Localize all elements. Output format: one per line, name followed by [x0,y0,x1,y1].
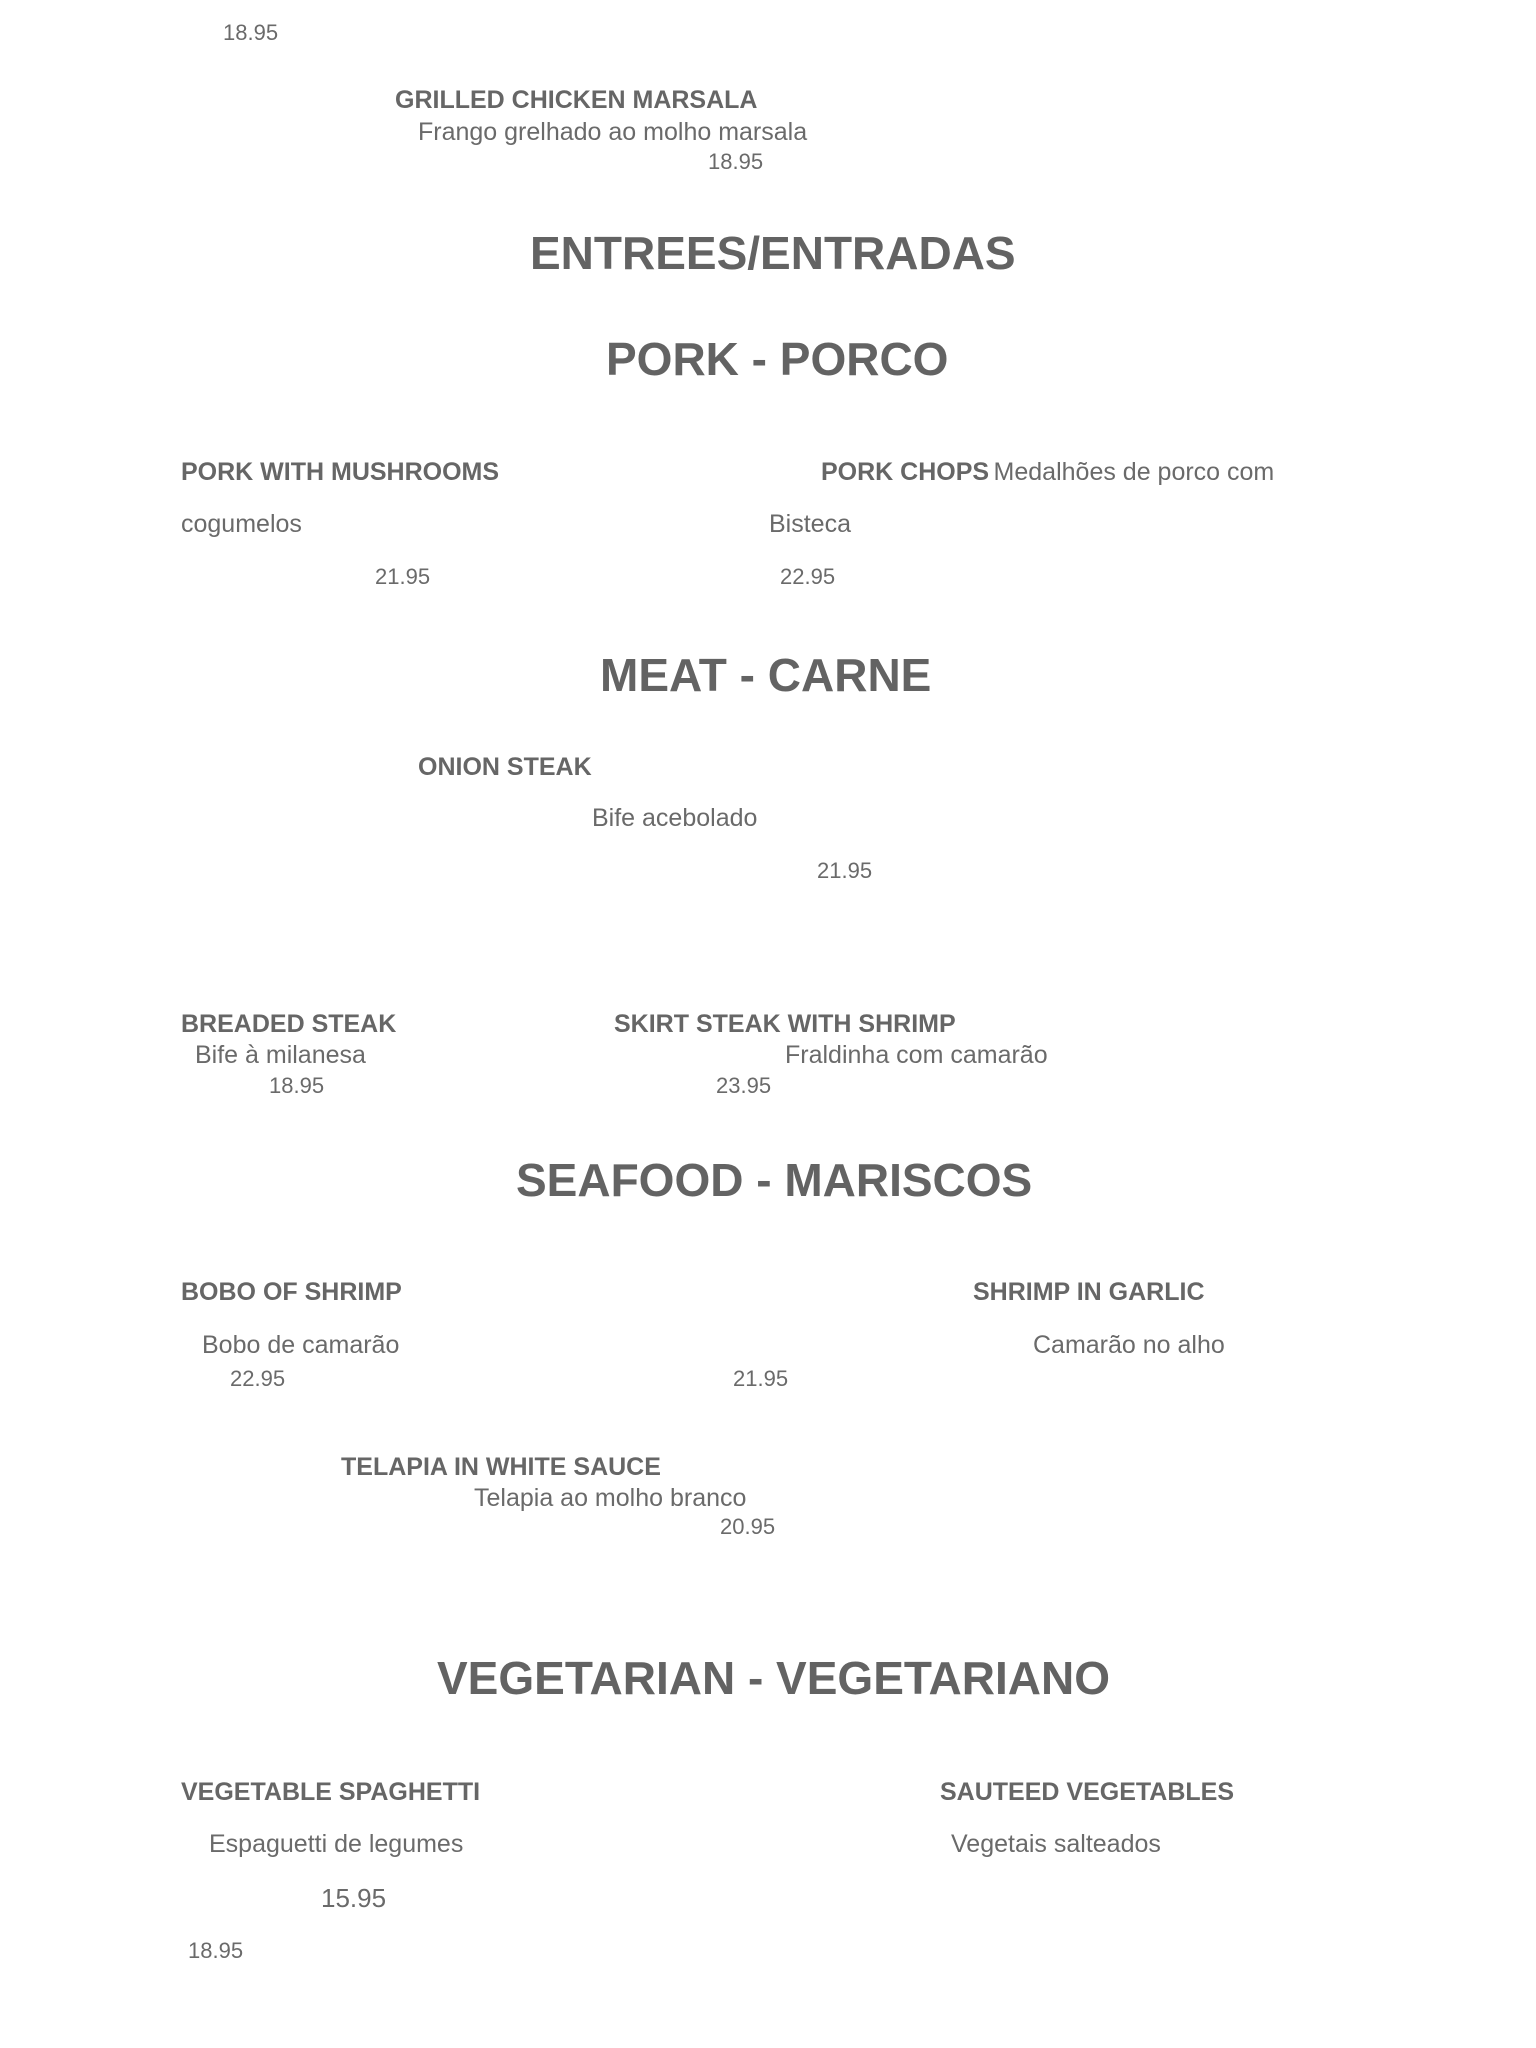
item-name-pork-with-mushrooms: PORK WITH MUSHROOMS [181,458,500,486]
item-desc-pork-with-mushrooms: cogumelos [181,510,302,538]
section-heading-meat: MEAT - CARNE [600,649,932,701]
item-name-telapia-in-white-sauce: TELAPIA IN WHITE SAUCE [341,1453,661,1481]
item-price-skirt-steak-with-shrimp: 23.95 [716,1073,772,1098]
item-desc-onion-steak: Bife acebolado [592,804,758,832]
item-price-onion-steak: 21.95 [817,858,873,883]
item-name-breaded-steak: BREADED STEAK [181,1010,397,1038]
item-price-pork-chops: 22.95 [780,564,836,589]
item-price-grilled-chicken-marsala: 18.95 [708,149,764,174]
item-desc-inline-pork-chops: Medalhões de porco com [993,458,1275,486]
item-name-shrimp-in-garlic: SHRIMP IN GARLIC [973,1278,1205,1306]
item-price-shrimp-in-garlic: 21.95 [733,1366,789,1391]
section-heading-seafood: SEAFOOD - MARISCOS [516,1154,1033,1206]
item-desc-bobo-of-shrimp: Bobo de camarão [202,1331,400,1359]
item-price-pork-with-mushrooms: 21.95 [375,564,431,589]
item-name-pork-chops: PORK CHOPS [821,458,990,486]
item-desc-grilled-chicken-marsala: Frango grelhado ao molho marsala [418,118,808,146]
item-desc-sauteed-vegetables: Vegetais salteados [951,1830,1161,1858]
item-name-skirt-steak-with-shrimp: SKIRT STEAK WITH SHRIMP [614,1010,956,1038]
item-name-bobo-of-shrimp: BOBO OF SHRIMP [181,1278,402,1306]
item-desc-skirt-steak-with-shrimp: Fraldinha com camarão [785,1041,1048,1069]
section-heading-pork: PORK - PORCO [606,333,949,385]
item-price-sauteed-vegetables: 18.95 [188,1938,244,1963]
item-price-telapia-in-white-sauce: 20.95 [720,1514,776,1539]
item-desc-breaded-steak: Bife à milanesa [195,1041,366,1069]
item-price-breaded-steak: 18.95 [269,1073,325,1098]
section-heading-vegetarian: VEGETARIAN - VEGETARIANO [437,1652,1110,1704]
top-price: 18.95 [223,20,279,45]
item-desc-pork-chops: Bisteca [769,510,851,538]
item-price-bobo-of-shrimp: 22.95 [230,1366,286,1391]
section-heading-entrees: ENTREES/ENTRADAS [530,227,1016,279]
item-line-pork-chops [821,460,1274,485]
item-name-onion-steak: ONION STEAK [418,753,592,781]
item-name-grilled-chicken-marsala: GRILLED CHICKEN MARSALA [395,86,758,114]
item-desc-telapia-in-white-sauce: Telapia ao molho branco [474,1484,747,1512]
item-name-sauteed-vegetables: SAUTEED VEGETABLES [940,1778,1235,1806]
item-name-vegetable-spaghetti: VEGETABLE SPAGHETTI [181,1778,481,1806]
item-desc-vegetable-spaghetti: Espaguetti de legumes [209,1830,464,1858]
item-desc-shrimp-in-garlic: Camarão no alho [1033,1331,1225,1359]
item-price-vegetable-spaghetti: 15.95 [321,1883,387,1913]
